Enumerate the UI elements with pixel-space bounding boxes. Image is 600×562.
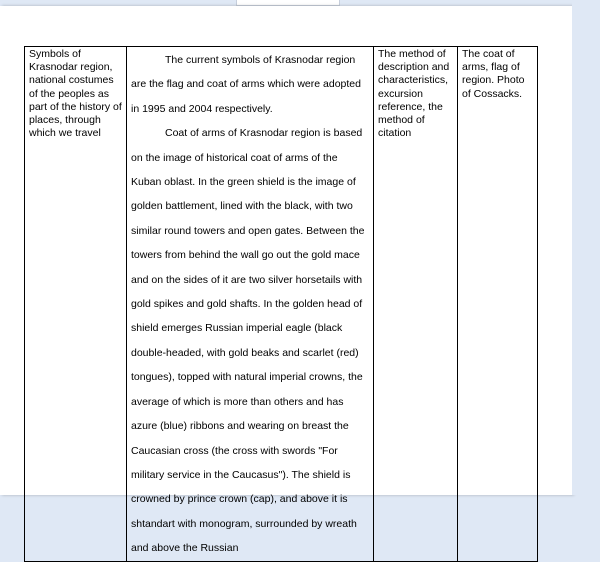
window-background — [572, 0, 600, 495]
table-cell-topic: Symbols of Krasnodar region, national costumes of the peoples as part of the history of places, through which we travel — [25, 47, 127, 562]
table-row — [25, 47, 538, 562]
table-cell-visuals: The coat of arms, flag of region. Photo of Cossacks. — [458, 47, 538, 562]
content-paragraph: The current symbols of Krasnodar region are the flag and coat of arms which were adopted in 1995 and 2004 respectively. — [131, 54, 361, 115]
table-cell-content — [127, 47, 374, 562]
table-cell-method: The method of description and characteristics, excursion reference, the method of citation — [374, 47, 458, 562]
content-paragraph: Coat of arms of Krasnodar region is based on the image of historical coat of arms of the Kuban oblast. In the green shield is the image of golden battlement, lined with the black, with two similar round towers and open gates. Between the towers from behind the wall go out the gold mace and on the sides of it are two silver horsetails with gold spikes and gold shafts. In the golden head of shield emerges Russian imperial eagle (black double-headed, with gold beaks and scarlet (red) tongues), topped with natural imperial crowns, the average of which is more than others and has azure (blue) ribbons and wearing on breast the Caucasian cross (the cross with swords "For military service in the Caucasus"). The shield is crowned by prince crown (cap), and above it is shtandart with monogram, surrounded by wreath and above the Russian — [131, 127, 365, 555]
content-table — [24, 46, 538, 562]
